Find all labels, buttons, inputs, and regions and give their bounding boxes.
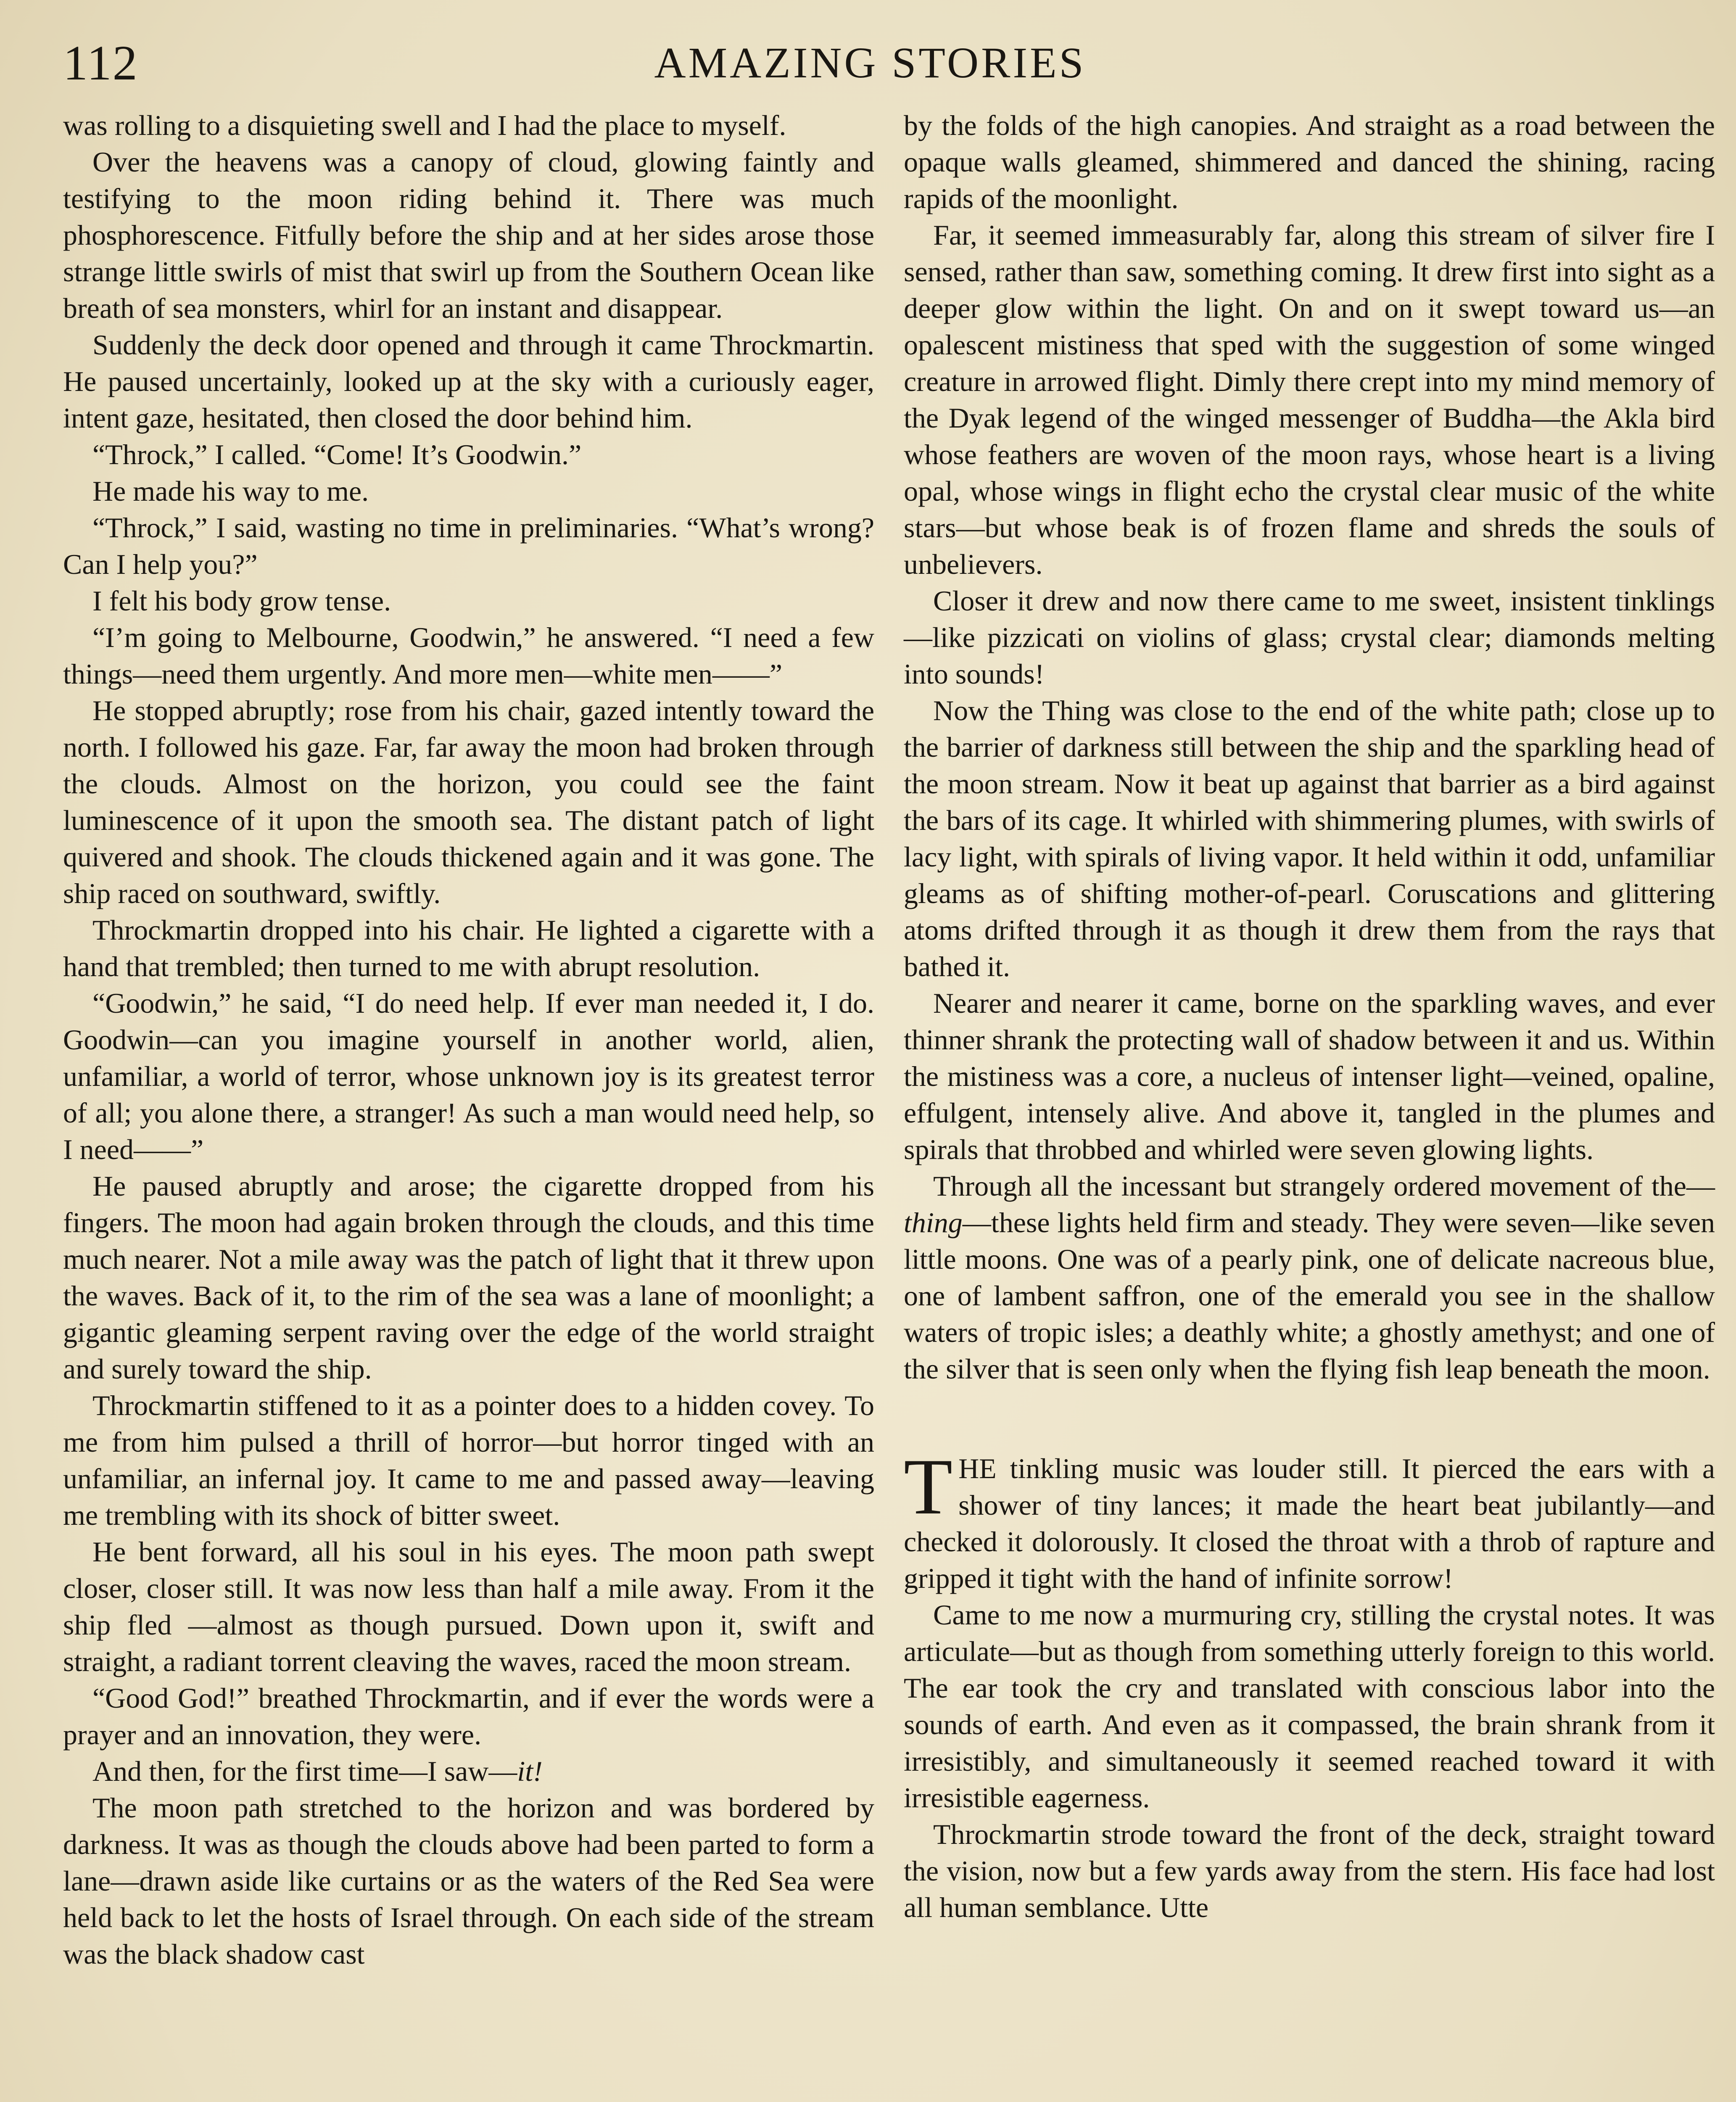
paragraph: Throckmartin strode toward the front of the deck, straight toward the vision, now but a few yards away from the stern. His face had lost all human semblance. Utte [904, 1818, 1715, 1923]
page-header [63, 29, 1677, 97]
paragraph: “Throck,” I called. “Come! It’s Goodwin.” [92, 438, 582, 470]
paragraph: “Throck,” I said, wasting no time in preliminaries. “What’s wrong? Can I help you?” [63, 512, 874, 580]
paragraph: “Good God!” breathed Throckmartin, and if ever the words were a prayer and an innovation, they were. [63, 1682, 874, 1751]
paragraph: Over the heavens was a canopy of cloud, glowing faintly and testifying to the moon riding behind it. There was much phosphorescence. Fitfully before the ship and at her sides arose those strange little swirls of mist that swirl up from the Southern Ocean like breath of sea monsters, whirl for an instant and disappear. [63, 146, 874, 324]
paragraph: was rolling to a disquieting swell and I had the place to myself. [63, 109, 786, 141]
paragraph-text: And then, for the first time—I saw— [92, 1755, 517, 1787]
page-number: 112 [63, 35, 138, 90]
paragraph-text: HE tinkling music was louder still. It pierced the ears with a shower of tiny lances; it made the heart beat jubilantly—and checked it dolorously. It closed the throat with a throb of rapture and gripped it tight with the hand of infinite sorrow! [904, 1452, 1715, 1594]
paragraph: Far, it seemed immeasurably far, along this stream of silver fire I sensed, rather than saw, something coming. It drew first into sight as a deeper glow within the light. On and on it swept toward us—an opalescent mistiness that sped with the suggestion of some winged creature in arrowed flight. Dimly there crept into my mind memory of the Dyak legend of the winged messenger of Buddha—the Akla bird whose feathers are woven of the moon rays, whose heart is a living opal, whose wings in flight echo the crystal clear music of the white stars—but whose beak is of frozen flame and shreds the souls of unbelievers. [904, 219, 1715, 580]
drop-cap: T [904, 1443, 953, 1531]
section-paragraph [904, 1443, 1715, 1597]
paragraph: I felt his body grow tense. [92, 585, 391, 617]
paragraph: “Goodwin,” he said, “I do need help. If ever man needed it, I do. Goodwin—can you imagine yourself in another world, alien, unfamiliar, a world of terror, whose unknown joy is its greatest terror of all; you alone there, a stranger! As such a man would need help, so I need——” [63, 987, 874, 1165]
paragraph: He bent forward, all his soul in his eyes. The moon path swept closer, closer still. It was now less than half a mile away. From it the ship fled —almost as though pursued. Down upon it, swift and straight, a radiant torrent cleaving the waves, raced the moon stream. [63, 1536, 874, 1677]
paragraph: He made his way to me. [92, 475, 369, 507]
paragraph-text: —these lights held firm and steady. They were seven—like seven little moons. One was of a pearly pink, one of delicate nacreous blue, one of lambent saffron, one of the emerald you see in the shallow waters of tropic isles; a deathly white; a ghostly amethyst; and one of the silver that is seen only when the flying fish leap beneath the moon. [904, 1207, 1715, 1385]
emphasis: thing [904, 1207, 963, 1238]
paragraph: Throckmartin dropped into his chair. He lighted a cigarette with a hand that trembled; then turned to me with abrupt resolution. [63, 914, 874, 982]
left-column [63, 107, 874, 1973]
paragraph: He stopped abruptly; rose from his chair, gazed intently toward the north. I followed his gaze. Far, far away the moon had broken through the clouds. Almost on the horizon, you could see the faint luminescence of it upon the smooth sea. The distant patch of light quivered and shook. The clouds thickened again and it was gone. The ship raced on southward, swiftly. [63, 695, 874, 909]
paragraph: “I’m going to Melbourne, Goodwin,” he answered. “I need a few things—need them urgently. And more men—white men——” [63, 621, 874, 690]
paragraph [904, 1168, 1715, 1387]
right-column [904, 107, 1715, 1926]
emphasis: it! [517, 1755, 543, 1787]
paragraph: The moon path stretched to the horizon and was bordered by darkness. It was as though the clouds above had been parted to form a lane—drawn aside like curtains or as the waters of the Red Sea were held back to let the hosts of Israel through. On each side of the stream was the black shadow cast [63, 1792, 874, 1970]
paragraph: He paused abruptly and arose; the cigarette dropped from his fingers. The moon had again broken through the clouds, and this time much nearer. Not a mile away was the patch of light that it threw upon the waves. Back of it, to the rim of the sea was a lane of moonlight; a gigantic gleaming serpent raving over the edge of the world straight and surely toward the ship. [63, 1170, 874, 1385]
paragraph: Came to me now a murmuring cry, stilling the crystal notes. It was articulate—but as though from something utterly foreign to this world. The ear took the cry and translated with conscious labor into the sounds of earth. And even as it compassed, the brain shrank from it irresistibly, and simultaneously it seemed reached toward it with irresistible eagerness. [904, 1599, 1715, 1814]
paragraph: Suddenly the deck door opened and through it came Throckmartin. He paused uncertainly, looked up at the sky with a curiously eager, intent gaze, hesitated, then closed the door behind him. [63, 329, 874, 434]
paragraph: Nearer and nearer it came, borne on the sparkling waves, and ever thinner shrank the protecting wall of shadow between it and us. Within the mistiness was a core, a nucleus of intenser light—veined, opaline, effulgent, intensely alive. And above it, tangled in the plumes and spirals that throbbed and whirled were seven glowing lights. [904, 987, 1715, 1165]
paragraph [63, 1753, 874, 1790]
paragraph: Now the Thing was close to the end of the white path; close up to the barrier of darkness still between the ship and the sparkling head of the moon stream. Now it beat up against that barrier as a bird against the bars of its cage. It whirled with shimmering plumes, with swirls of lacy light, with spirals of living vapor. It held within it odd, unfamiliar gleams as of shifting mother-of-pearl. Coruscations and glittering atoms drifted through it as though it drew them from the rays that bathed it. [904, 695, 1715, 982]
paragraph: by the folds of the high canopies. And straight as a road between the opaque walls gleamed, shimmered and danced the shining, racing rapids of the moonlight. [904, 109, 1715, 214]
paragraph-text: Through all the incessant but strangely ordered movement of the— [933, 1170, 1715, 1202]
paragraph: Closer it drew and now there came to me sweet, insistent tinklings—like pizzicati on violins of glass; crystal clear; diamonds melting into sounds! [904, 585, 1715, 690]
running-title: AMAZING STORIES [654, 39, 1086, 87]
paragraph: Throckmartin stiffened to it as a pointer does to a hidden covey. To me from him pulsed a thrill of horror—but horror tinged with an unfamiliar, an infernal joy. It came to me and passed away—leaving me trembling with its shock of bitter sweet. [63, 1389, 874, 1531]
